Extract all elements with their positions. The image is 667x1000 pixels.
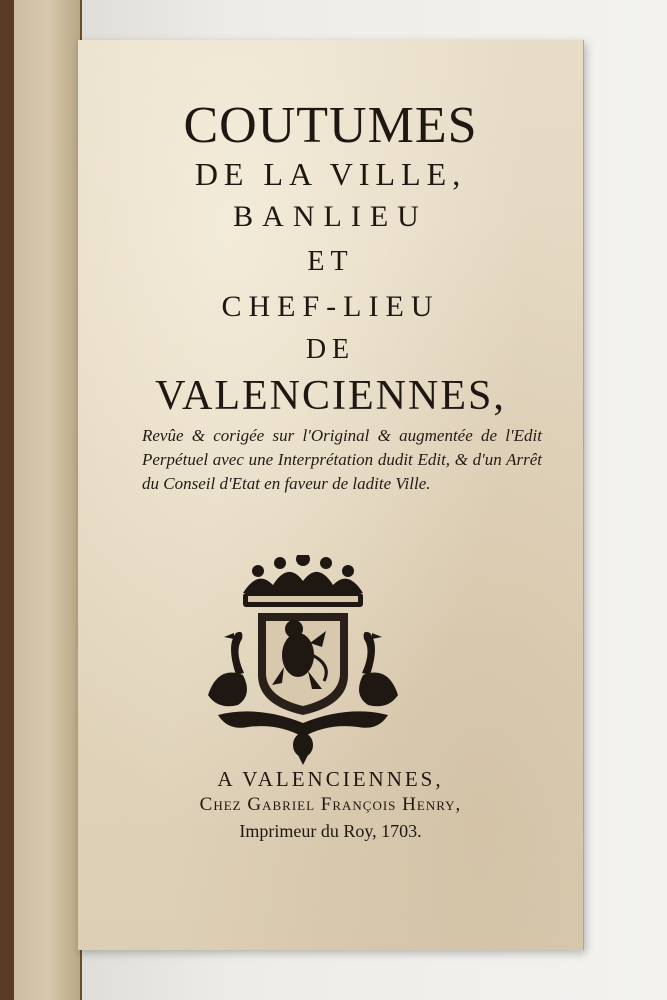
coat-of-arms-icon [198,555,408,765]
imprint-printer: Chez Gabriel François Henry, [199,794,462,815]
title-line-et: ET [307,246,354,277]
book-cover-board [0,0,82,1000]
imprint-place: A VALENCIENNES, [217,767,444,791]
imprint-block [78,766,583,844]
book-cover-edge [0,0,14,1000]
title-line-coutumes: COUTUMES [183,97,478,154]
title-line-banlieu: BANLIEU [233,200,428,233]
title-line-de: DE [305,334,356,365]
title-line-chef-lieu: CHEF-LIEU [221,290,440,323]
title-page [78,40,584,950]
title-line-valenciennes: VALENCIENNES, [155,373,506,419]
title-line-de-la-ville: DE LA VILLE, [194,156,467,192]
imprint-role-year: Imprimeur du Roy, 1703. [239,821,422,841]
subtitle-text: Revûe & corigée sur l'Original & augmentée de l'Edit Perpétuel avec une Interprétation dudit Edit, & d'un Arrêt du Conseil d'Etat en faveur de ladite Ville. [142,426,542,493]
